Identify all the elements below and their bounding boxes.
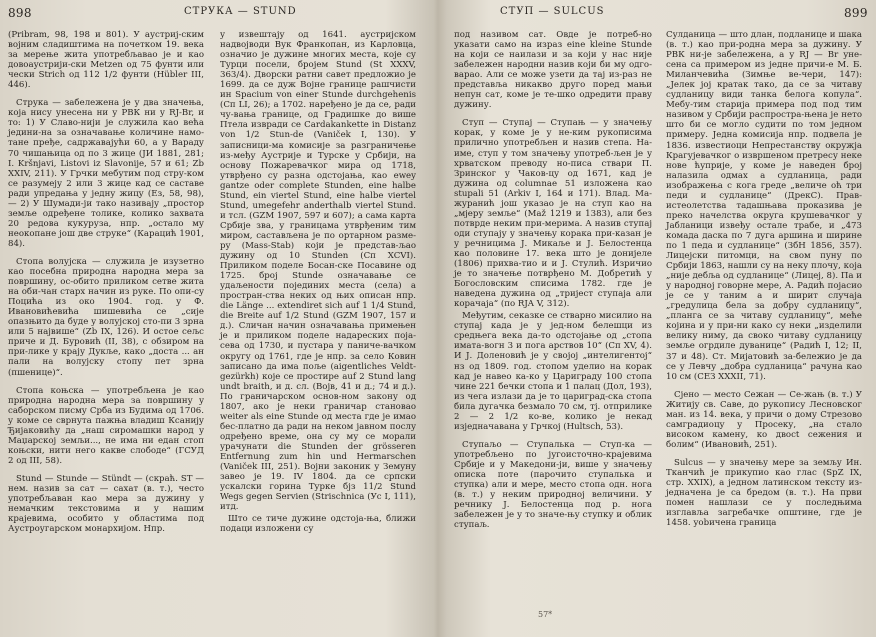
right-running-title: СТУП — SULCUS	[500, 6, 605, 17]
entry-stund: Stund — Stunde — Stündt — (скраћ. ST — нем. назив за сат — сахат (в. т.), често употребљаван као мера за дужину у немачким текстовима и у нашим крајевима, особито у областима под Аустроугарском монархијом. Нпр.	[8, 473, 204, 535]
paragraph: у извештају од 1641. аустријском надвојводи Вук Франкопан, из Карловца, означио је дужине многих места, које су Турци посели, бројем Stund (St XXXV, 363/4). Дворски ратни савет предложио је 1699. да се дуж Војне границе рашчисти ин Spacium von einer Stunde durchgehenis (Сп LI, 26); а 1702. наређено је да се, ради чу-вања границе, од Градишке до више Птела извради се Cardakankette in Distanz von 1/2 Stun-de (Vaniček I, 130). У записници-ма комисије за разграничење из-међу Аустрије и Турске у Србији, на основу Пожаревачког мира од 1718, утврђено су разна одстојања, као ewey gantze oder complete Stunden, eine halbe Stund, ein viertel Stund, eine halbe viertel Stund, umegefehr anderthalb viertel Stund. и тсл. (GZM 1907, 597 и 607); а сама карта Србије зва, у границама утврђеним тим миром, састављена је по ортарном разме-ру (Mass-Stab) који је представ-љао дужину од 10 Stunden (Сп XCVI). Приликом поделе Босан-ске Посавине од 1725. број Stunde означавање се удаљености појединих места (села) а простран-ства неких од њих описан нпр. die Länge ... extendiret sich auf 1 1/4 Stund, die Breite auf 1/2 Stund (GZM 1907, 157 и д.). Сличан начин означавања примењен је и приликом поделе надареских поја-сева од 1730, и пустара у паниче-вачком округу од 1761, где је нпр. за село Ковин записано да има поље (аigentliches Veldt-gezürkh) које се простире auf 2 Stund lang undt braith, и д. сл. (Војв, 41 и д.; 74 и д.). По граничарском основ-ном закону од 1807, ако је неки граничар становао weiter als eine Stunde од места где је имао бес-платно да ради на неком јавном послу одређено време, она су му се морали урачунати die Stunden der grösseren Entfernung zum hin und Hermarschen (Vaniček III, 251). Војни законик у Земуну завео је 19. IV 1804. да се српски ускалски горина Турке бјз 11/2 Stund Wegs gegen Servien (Strischnica (Ус I, 111), итд.	[220, 30, 416, 513]
entry-struka: Струка — забележена је у два значења, која нису унесена ни у РВК ни у RJ-Br, и то: 1) У Славо-нији је служила као већа једини-на за означавање количине намо-тане пређе, садржавајући 60, а у Вараду 70 чишањица од по 3 жице (ЈИ 1881, 281; I. Kršnjavi, Listovi iz Slavonije, 57 и 61; Zb XXIV, 211). У Грчки мебутим под стру-ком се разумеју 2 или 3 жице кад се саставе ради упредања у једну жицу (Ез, 58, 98), — 2) У Шумади-ји тако називају „простор земље одређене толике, колико захвата 20 редова кукуруза, нпр. „остало му неокопане још две струке“ (Карацић 1901, 84).	[8, 98, 204, 249]
entry-stupaljo: Ступаљо — Ступалька — Ступ-ка — употребљено по југоисточно-крајевима Србије и у Македони-ји, више у значењу описка поте (парочито ступалька и ступка) али и мере, место стопа одн. нога (в. т.) у неким природној величини. У речнику Ј. Белостенца под р. нога забележен је у то значе-њу ступку и облик ступаљ.	[454, 439, 652, 531]
paragraph: под називом сат. Овде је потреб-но указати само на израз eine kleine Stunde на који се наилази и за који у нас није забележен народни назив који би му одго-варао. Али се може узети да тај из-раз не представља никакво друго поред мањи непун сат, коме је те-шко одредити праву дужину.	[454, 30, 652, 111]
entry-sjeno: Сјено — место Сежан — Се-жањ (в. т.) У Житију св. Саве, до рукопису Лесновског ман. из 14. века, у причи о дому Стрезово самградиоцу у Просеку, „на стало високом камену, ко двoсt сежения и болим“ (Ивановић, 251).	[666, 389, 862, 450]
paragraph: (Pribram, 98, 198 и 801). У аустриј-ским војним сладиштима на почетком 19. века за мерење жита употребљавао је и као довоаустрији-ски Metzen од 75 фунти или чески Strich од 112 1/2 фунти (Hübler III, 446).	[8, 30, 204, 91]
entry-stopa-volujska: Стопа волујска — служила је изузетно као посебна природна народна мера за површину, ос-обито приликом сетве жита на оби-чан старх начин из руке. По опи-су Поцића из око 1904. год. у Ф. Ивановићевића шишевића се „сије опазњито да буде у волујској сто-пи 3 зрна или 5 највише“ (Zb IX, 126). И остое сељс приче и Д. Буровић (II, 38), с обзиром на при-лике у крају Дукље, како „доста ... ан пали на волујску стопу пет зрна (пшенице)“.	[8, 256, 204, 378]
entry-sulcus: Sulcus — у значењу мере за земљу Ин. Тканчић је прикупио као глас (SpZ IX, стр. XXIX), а једном латинском тексту из-једначена је са бредом (в. т.). На први помен нашлази се у последњима изглавља загребачке општине, где је 1458. уobичена граница	[666, 457, 862, 529]
right-column-1	[454, 30, 652, 532]
left-column-2	[220, 30, 416, 536]
entry-stopa-konjska: Стопа коњска — употребљена је као природна народна мера за површину у саборском писму Срба из Будима од 1706. у коме се сврнута пажња владиш Ксанију Ђијаковићу да „наш сиромашки народ у Маџарској земљи..., не има ни едан стоп коњски, нити него какве слободе“ (ГСУД 2 од III, 58).	[8, 385, 204, 466]
paragraph: Што се тиче дужине одстоја-ња, ближи подаци изложени су	[220, 514, 416, 535]
page-signature-mark: 57*	[538, 610, 553, 619]
entry-sudlanica: Сулданица — што длан, подланице и шака (в. т.) као при-родна мера за дужину. У РВК ни-је забележена, а у RJ — Br уне-сена са примером из једне причи-е М. Б. Миланчевића (Зимње ве-чери, 147): „Јелек јој кратак тако, да се за читаву судланицу види танка белога копула“. Мебу-тим старија примера под под тим називом у Србији распростра-њена је нето што би се могло судити по том једном примеру. Једна комисија нпр. подвела је 1836. известиоци Непрестанству окружја Крагујевачког о извршеном претресу неке нове ћуприје, у коме је наведен број налазила одмах а судланица, ради изображења с кога греде „величе оћ три педи и судланице“ (ДрекС). Прав-истеолетства тадашњава проказива је преко начелства округа крушевачког у Јабланици извеђу остале трабе, и „473 комада даска по 7 дуга аршина и ширине по 1 педа и судланице“ (ЗбН 1856, 357). Лицејски питомци, на свом пуну по Србији 1863, нашли су на неку плочу, која „није дебља од судланице“ (Лицеј, 8). Па и у народној говорне мере, А. Радић појасио је се у таним а и ширит случаја „гредулица бела за добру судланицу“, „планга се за читаву судланицу“, меће којина и у при-ни како су неки „изделили велику ниму, да своко читаву судланицу земље огрдиле дуванице“ (Радић I, 12; II, 37 и 48). Ст. Мијатовић за-бележио је да се у Левчу „добра судланица“ рачуна као 10 см (СЕЗ XXXII, 71).	[666, 30, 862, 382]
paragraph: Међутим, секазке се стварно мисилио на ступај када је у јед-ном белешци из средњега века да-то одстојање од „стопа имата-вогн 3 и пога арствов 10“ (Сп XV, 4). И Ј. Доленовић је у својој „интелигентој“ нз од 1809. год. стопом уделио на корак кад је навео ка-ко у Цариграду 100 стопа чине 221 бечки стопа и 1 палац (Дол, 193), из чега излази да је то цариград-ска стопа била дугачка безмало 70 см, тј. отприлике 2 — 2 1/2 ко-ве, колико је некад изједначавана у Грчкој (Hultsch, 53).	[454, 311, 652, 432]
right-page-number: 899	[844, 6, 868, 20]
left-column-1	[8, 30, 204, 536]
left-running-title: СТРУКА — STUND	[184, 6, 297, 17]
left-page-number: 898	[8, 6, 32, 20]
right-column-2	[666, 30, 862, 530]
right-page	[438, 0, 876, 637]
entry-stup: Ступ — Ступај — Ступањ — у значењу корак, у коме је у не-ким рукописима прилично употребљен и назив степа. На-име, ступ у том значењу употреб-љен је у хрватском преводу но-писа ствари П. Зринског у Чаков-цу од 1671, кад је дужина од columnae 51 изложена као stupali 51 (Arkiv I, 164 и 171). Влад. Ма-журанић још указао је на ступ као на „мјеру земље“ (Maž 1219 и 1383), али без потврде неким при-мерима. А назив ступај оди ступају у значењу корака при-казан је у речницима Ј. Микаље и Ј. Белостенца као половине 17. века што је донијеле (1806) прихва-тио и и Ј. Стулић. Изричио је то значење потврђено М. Добретић у Богословским списима 1782. где је наведена дужина од „тријест ступаја али корачаја“ (по RJA V, 312).	[454, 118, 652, 310]
